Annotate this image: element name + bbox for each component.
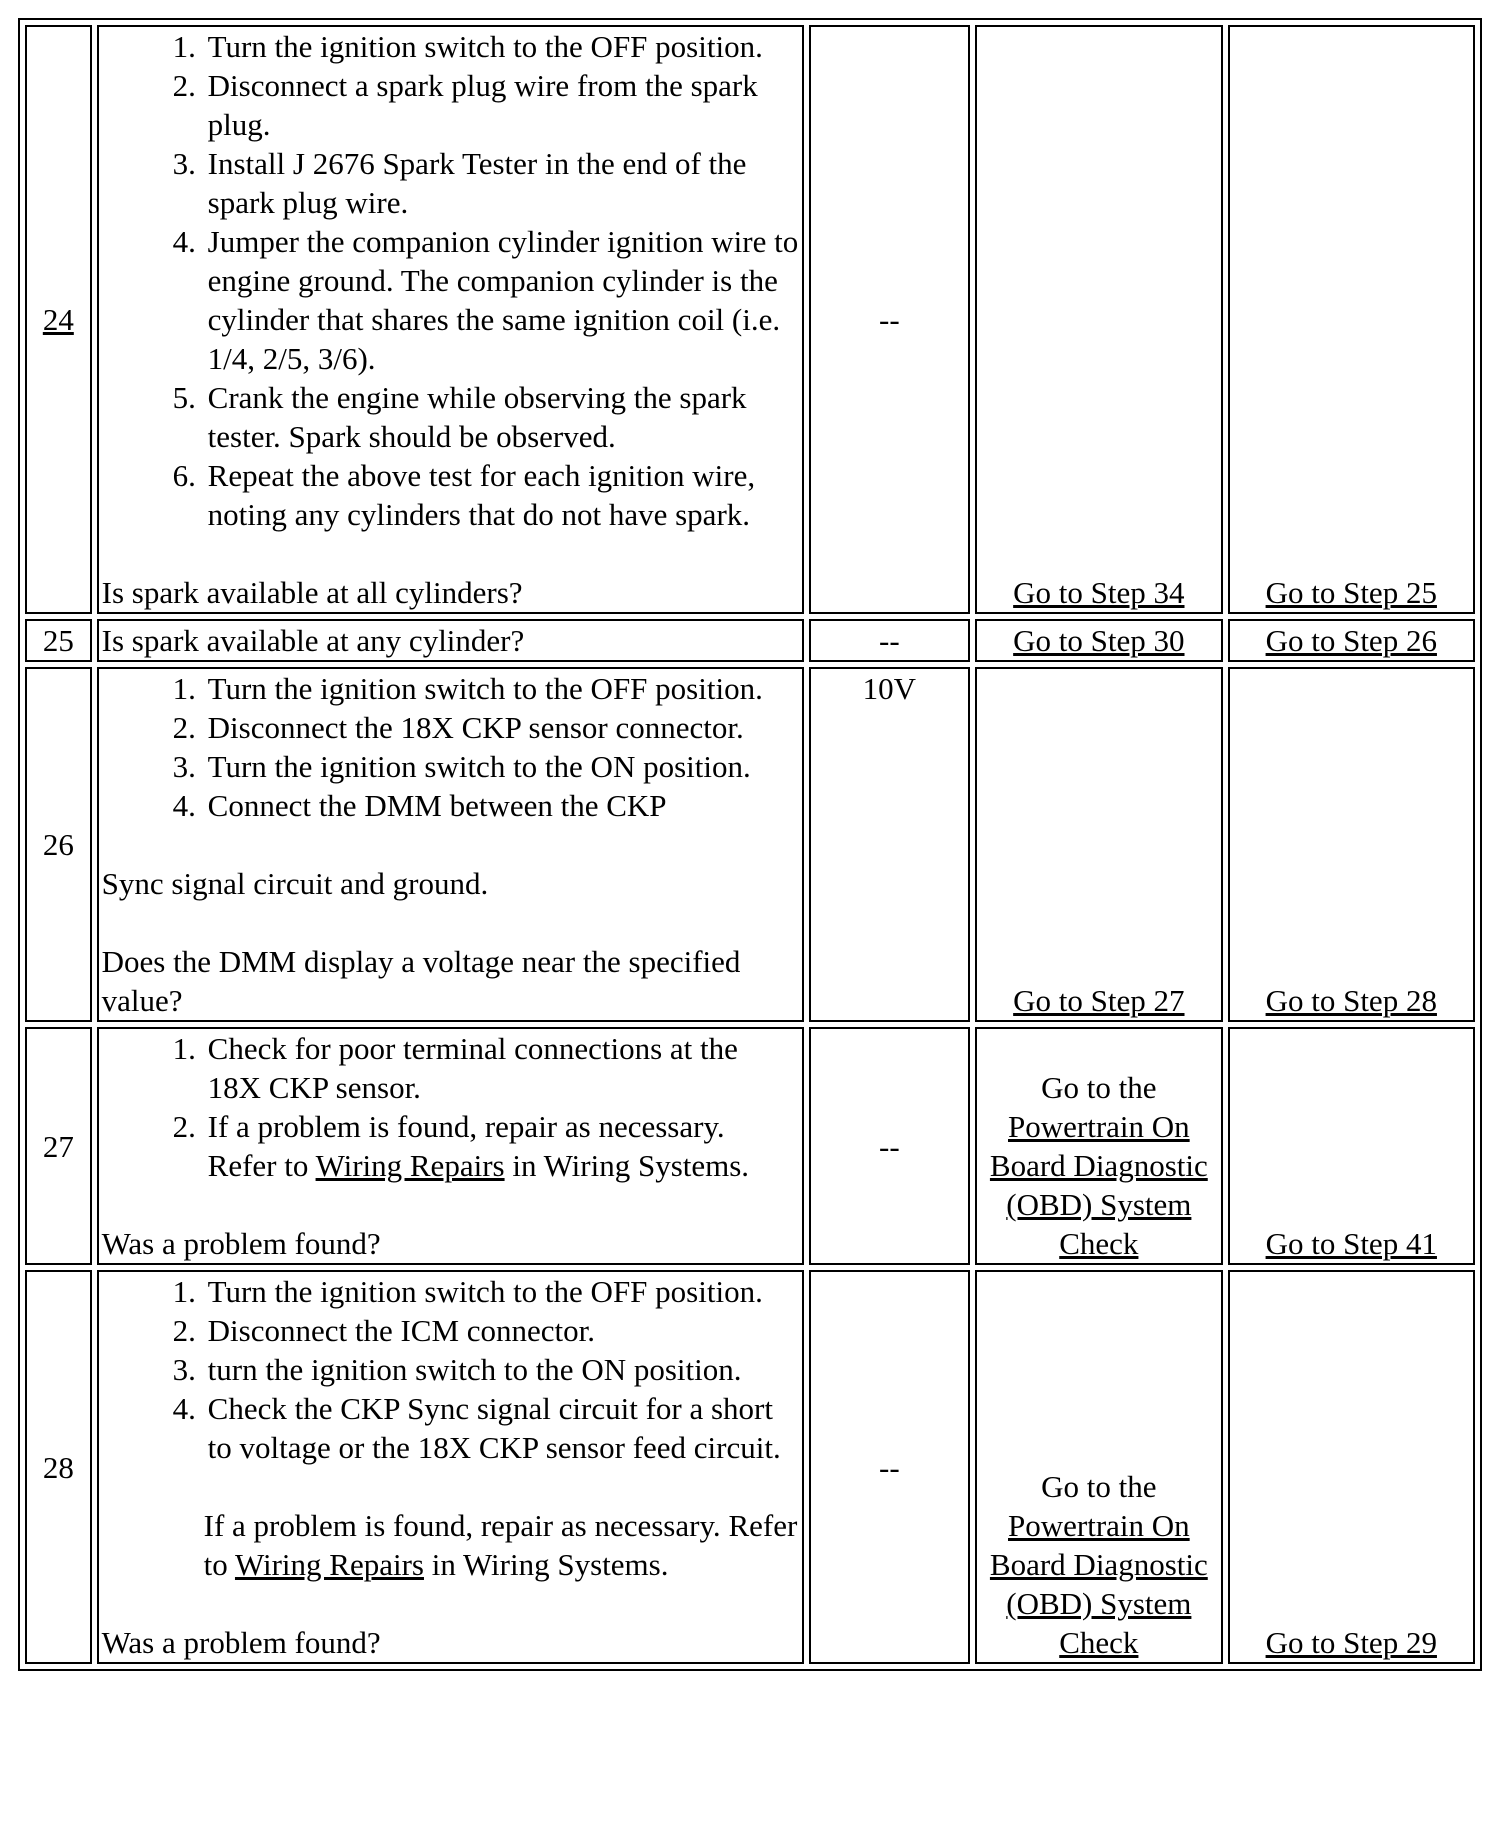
step-question: Is spark available at all cylinders? — [101, 575, 523, 610]
table-row — [25, 1027, 1475, 1265]
powertrain-obd-check-link[interactable]: Powertrain On Board Diagnostic (OBD) System Check — [989, 1508, 1208, 1660]
go-to-prefix: Go to the — [1041, 1469, 1157, 1504]
step-24-link[interactable]: 24 — [42, 302, 74, 337]
action-cell — [97, 667, 804, 1022]
action-list — [102, 1272, 799, 1467]
yes-cell — [975, 667, 1222, 1022]
go-to-step-25-link[interactable]: Go to Step 25 — [1265, 575, 1437, 610]
step-question: Is spark available at any cylinder? — [97, 619, 804, 662]
action-item: 4. Check the CKP Sync signal circuit for a short to voltage or the 18X CKP sensor feed circuit. — [204, 1389, 799, 1467]
step-number: 28 — [25, 1270, 92, 1664]
yes-cell — [975, 619, 1222, 662]
value-cell: -- — [809, 25, 971, 614]
no-cell — [1228, 667, 1475, 1022]
action-cell — [97, 1270, 804, 1664]
value-cell: 10V — [809, 667, 971, 1022]
action-note — [204, 1506, 799, 1584]
action-item: 4. Jumper the companion cylinder ignition wire to engine ground. The companion cylinder is the cylinder that shares the same ignition coil (i.e. 1/4, 2/5, 3/6). — [204, 222, 799, 378]
action-item: 1. Turn the ignition switch to the OFF position. — [204, 27, 799, 66]
refer-suffix: in Wiring Systems. — [431, 1547, 669, 1582]
action-item-text: If a problem is found, repair as necessary. — [207, 1109, 725, 1144]
no-cell — [1228, 1270, 1475, 1664]
action-item: 2. Disconnect a spark plug wire from the spark plug. — [204, 66, 799, 144]
action-item: 6. Repeat the above test for each ignition wire, noting any cylinders that do not have spark. — [204, 456, 799, 534]
table-row — [25, 619, 1475, 662]
action-item: 2. Disconnect the 18X CKP sensor connector. — [204, 708, 799, 747]
no-cell — [1228, 25, 1475, 614]
wiring-repairs-link[interactable]: Wiring Repairs — [234, 1547, 424, 1582]
action-list — [102, 1029, 799, 1185]
value-cell: -- — [809, 619, 971, 662]
step-number: 25 — [25, 619, 92, 662]
go-to-prefix: Go to the — [1041, 1070, 1157, 1105]
wiring-repairs-link[interactable]: Wiring Repairs — [315, 1148, 505, 1183]
refer-prefix: Refer to — [207, 1148, 309, 1183]
yes-cell — [975, 1027, 1222, 1265]
action-item: 3. Install J 2676 Spark Tester in the end of the spark plug wire. — [204, 144, 799, 222]
go-to-step-30-link[interactable]: Go to Step 30 — [1013, 623, 1185, 658]
action-item: 5. Crank the engine while observing the spark tester. Spark should be observed. — [204, 378, 799, 456]
table-row — [25, 1270, 1475, 1664]
go-to-step-41-link[interactable]: Go to Step 41 — [1265, 1226, 1437, 1261]
step-number[interactable] — [25, 25, 92, 614]
step-question: Was a problem found? — [101, 1226, 381, 1261]
action-note: Sync signal circuit and ground. — [101, 866, 489, 901]
action-list — [102, 669, 799, 825]
no-cell — [1228, 619, 1475, 662]
action-cell — [97, 25, 804, 614]
go-to-step-34-link[interactable]: Go to Step 34 — [1013, 575, 1185, 610]
action-item: 3. turn the ignition switch to the ON position. — [204, 1350, 799, 1389]
value-cell: -- — [809, 1270, 971, 1664]
refer-prefix: Refer to — [203, 1508, 798, 1582]
step-number: 26 — [25, 667, 92, 1022]
go-to-step-28-link[interactable]: Go to Step 28 — [1265, 983, 1437, 1018]
table-row — [25, 25, 1475, 614]
step-question: Was a problem found? — [101, 1625, 381, 1660]
powertrain-obd-check-link[interactable]: Powertrain On Board Diagnostic (OBD) System Check — [989, 1109, 1208, 1261]
action-cell — [97, 1027, 804, 1265]
diagnostic-steps-table — [18, 18, 1482, 1671]
action-item: 2. Disconnect the ICM connector. — [204, 1311, 799, 1350]
action-item — [204, 1107, 799, 1185]
step-question: Does the DMM display a voltage near the specified value? — [101, 944, 741, 1018]
action-item: 1. Turn the ignition switch to the OFF position. — [204, 1272, 799, 1311]
no-cell — [1228, 1027, 1475, 1265]
action-list — [102, 27, 799, 534]
go-to-step-27-link[interactable]: Go to Step 27 — [1013, 983, 1185, 1018]
yes-cell — [975, 1270, 1222, 1664]
action-note-text: If a problem is found, repair as necessary. — [203, 1508, 721, 1543]
table-row — [25, 667, 1475, 1022]
yes-cell — [975, 25, 1222, 614]
go-to-step-29-link[interactable]: Go to Step 29 — [1265, 1625, 1437, 1660]
action-item: 1. Check for poor terminal connections at the 18X CKP sensor. — [204, 1029, 799, 1107]
step-number: 27 — [25, 1027, 92, 1265]
action-item: 1. Turn the ignition switch to the OFF position. — [204, 669, 799, 708]
refer-suffix: in Wiring Systems. — [512, 1148, 750, 1183]
action-item: 3. Turn the ignition switch to the ON position. — [204, 747, 799, 786]
value-cell: -- — [809, 1027, 971, 1265]
action-item: 4. Connect the DMM between the CKP — [204, 786, 799, 825]
go-to-step-26-link[interactable]: Go to Step 26 — [1265, 623, 1437, 658]
